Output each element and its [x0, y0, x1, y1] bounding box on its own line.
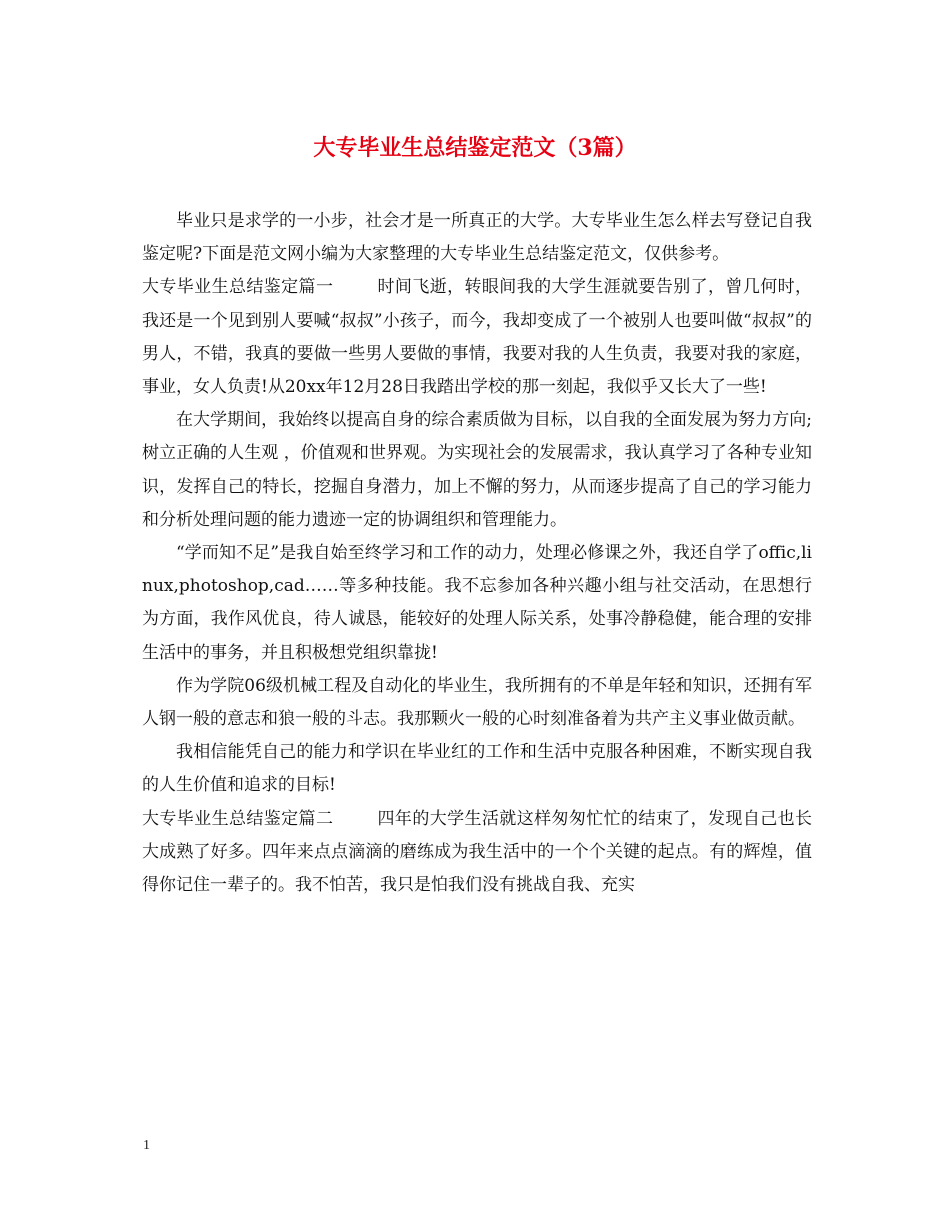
document-body	[142, 205, 812, 902]
section-1-paragraph: 作为学院06级机械工程及自动化的毕业生，我所拥有的不单是年轻和知识，还拥有军人钢一般的意志和狼一般的斗志。我那颗火一般的心时刻准备着为共产主义事业做贡献。	[142, 675, 812, 730]
section-2-opening	[142, 803, 812, 903]
document-title: 大专毕业生总结鉴定范文（3篇）	[313, 135, 637, 161]
section-1-opening	[142, 271, 812, 404]
section-2-heading: 大专毕业生总结鉴定篇二	[142, 808, 334, 829]
intro-paragraph: 毕业只是求学的一小步，社会才是一所真正的大学。大专毕业生怎么样去写登记自我鉴定呢?下面是范文网小编为大家整理的大专毕业生总结鉴定范文，仅供参考。	[142, 211, 812, 265]
section-1-opening-text: 时间飞逝，转眼间我的大学生涯就要告别了，曾几何时，我还是一个见到别人要喊“叔叔”小孩子，而今，我却变成了一个被别人也要叫做“叔叔”的男人，不错，我真的要做一些男人要做的事情，我要对我的人生负责，我要对我的家庭，事业，女人负责!从20xx年12月28日我踏出学校的那一刻起，我似乎又长大了一些!	[142, 277, 813, 398]
section-1-paragraph: “学而知不足”是我自始至终学习和工作的动力，处理必修课之外，我还自学了offic,linux,photoshop,cad……等多种技能。我不忘参加各种兴趣小组与社交活动，在思想行为方面，我作风优良，待人诚恳，能较好的处理人际关系，处事冷静稳健，能合理的安排生活中的事务，并且积极想党组织靠拢!	[142, 543, 812, 663]
section-1-heading: 大专毕业生总结鉴定篇一	[142, 277, 334, 298]
section-1-paragraph: 我相信能凭自己的能力和学识在毕业红的工作和生活中克服各种困难，不断实现自我的人生价值和追求的目标!	[142, 742, 812, 796]
section-1-paragraph: 在大学期间，我始终以提高自身的综合素质做为目标，以自我的全面发展为努力方向;树立正确的人生观 ，价值观和世界观。为实现社会的发展需求，我认真学习了各种专业知识，发挥自己的特长，挖掘自身潜力，加上不懈的努力，从而逐步提高了自己的学习能力和分析处理问题的能力遗迹一定的协调组织和管理能力。	[142, 410, 812, 530]
page-number: 1	[143, 1138, 150, 1153]
section-2-opening-text: 四年的大学生活就这样匆匆忙忙的结束了，发现自己也长大成熟了好多。四年来点点滴滴的磨练成为我生活中的一个个关键的起点。有的辉煌，值得你记住一辈子的。我不怕苦，我只是怕我们没有挑战自我、充实	[142, 808, 813, 896]
